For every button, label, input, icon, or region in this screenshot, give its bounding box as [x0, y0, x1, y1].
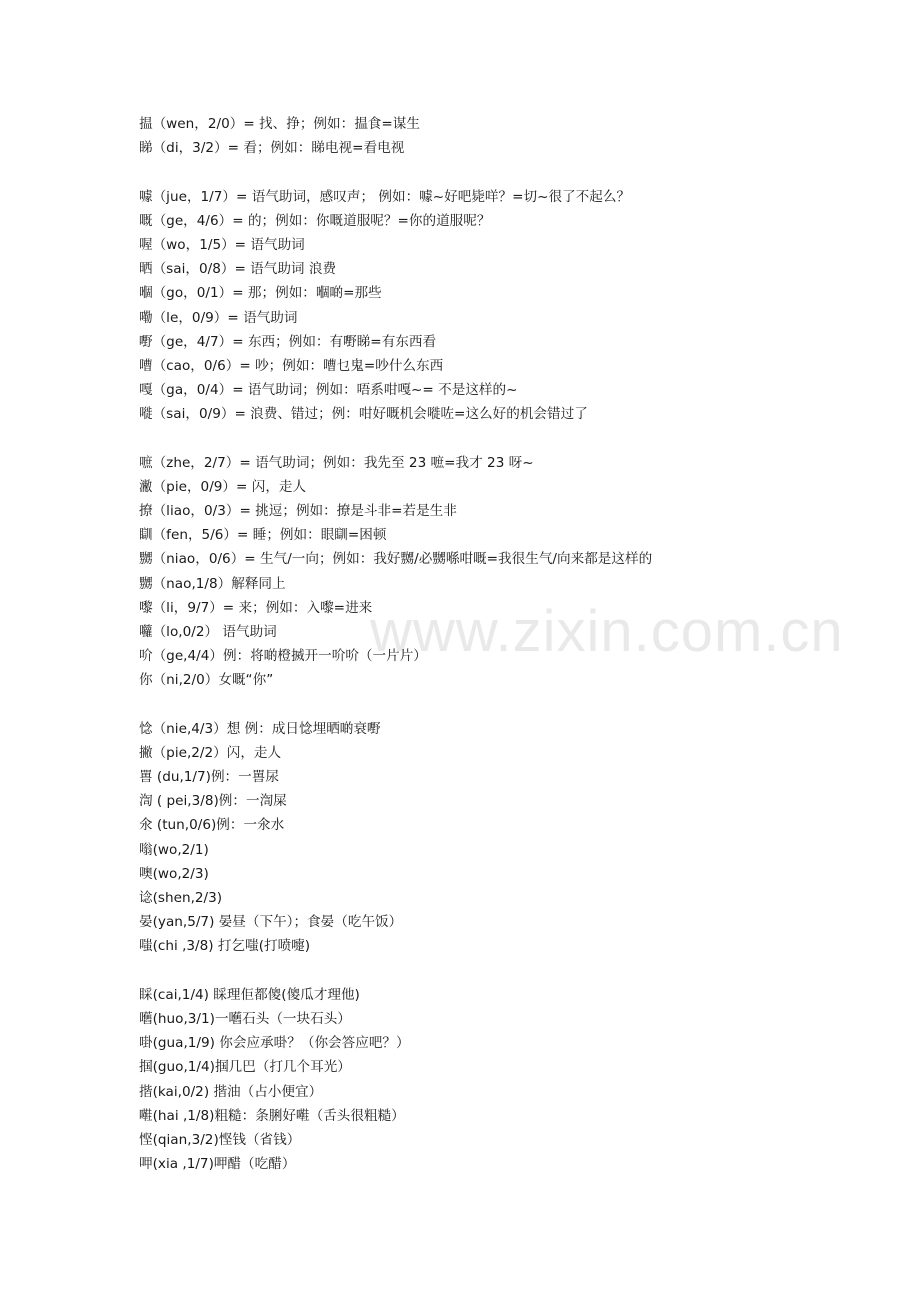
glossary-entry: 嘎（ga，0/4）= 语气助词；例如：唔系咁嘎~= 不是这样的~ [139, 382, 518, 399]
glossary-entry: 揾（wen，2/0）= 找、挣；例如：揾食=谋生 [139, 116, 420, 132]
glossary-entry: 喔（wo，1/5）= 语气助词 [139, 236, 305, 253]
glossary-entry: 吤（ge,4/4）例：将啲橙搣开一吤吤（一片片） [139, 648, 427, 665]
glossary-entry: 嬲（nao,1/8）解释同上 [139, 575, 286, 592]
glossary-entry: 氽 (tun,0/6)例：一氽水 [139, 817, 285, 834]
glossary-entry: 嘈（cao，0/6）= 吵；例如：嘈乜鬼=吵什么东西 [139, 357, 444, 374]
glossary-entry: 潎（pie，0/9）= 闪，走人 [139, 478, 307, 495]
watermark: www.zixin.com.cn [370, 599, 844, 664]
entry-group [139, 983, 879, 1177]
glossary-entry: 嗻（zhe，2/7）= 语气助词；例如：我先至 23 嗻=我才 23 呀~ [139, 454, 534, 471]
glossary-entry: 晒（sai，0/8）= 语气助词 浪费 [139, 261, 337, 278]
glossary-entry: 嗤(chi ,3/8) 打乞嗤(打喷嚏) [139, 938, 311, 955]
glossary-entry: 啩(gua,1/9) 你会应承啩？（你会答应吧？） [139, 1035, 410, 1052]
glossary-entry: 噱（jue，1/7）= 语气助词，感叹声； 例如：噱~好吧毙咩？=切~很了不起么？ [139, 188, 631, 205]
glossary-entry: 嚿(huo,3/1)一嚿石头（一块石头） [139, 1010, 351, 1027]
glossary-entry: 撩（liao，0/3）= 挑逗；例如：撩是斗非=若是生非 [139, 503, 457, 519]
glossary-entry: 掴(guo,1/4)掴几巴（打几个耳光） [139, 1059, 351, 1076]
glossary-entry: 睬(cai,1/4) 睬理佢都傻(傻瓜才理他) [139, 986, 360, 1003]
entry-group [139, 717, 879, 959]
glossary-entry: 嚟（li，9/7）= 来；例如：入嚟=进来 [139, 599, 373, 616]
glossary-entry: 嚡(hai ,1/8)粗糙：条脷好嚡（舌头很粗糙） [139, 1107, 405, 1124]
glossary-entry: 嘅（ge，4/6）= 的；例如：你嘅道服呢？=你的道服呢？ [139, 212, 491, 229]
glossary-body [139, 112, 879, 1176]
glossary-entry: 悭(qian,3/2)悭钱（省钱） [139, 1131, 301, 1148]
glossary-entry: 瞓（fen，5/6）= 睡；例如：眼瞓=困顿 [139, 527, 387, 544]
glossary-entry: 嗰（go，0/1）= 那；例如：嗰啲=那些 [139, 285, 382, 302]
glossary-entry: 嘢（ge，4/7）= 东西；例如：有嘢睇=有东西看 [139, 333, 437, 350]
glossary-entry: 呷(xia ,1/7)呷醋（吃醋） [139, 1156, 296, 1173]
glossary-entry: 睇（di，3/2）= 看；例如：睇电视=看电视 [139, 140, 405, 157]
glossary-entry: 谂(shen,2/3) [139, 890, 223, 906]
glossary-entry: 惗（nie,4/3）想 例：成日惗埋晒啲衰嘢 [139, 720, 381, 737]
glossary-entry: 撇（pie,2/2）闪，走人 [139, 744, 282, 761]
glossary-entry: 晏(yan,5/7) 晏昼（下午）；食晏（吃午饭） [139, 914, 403, 931]
glossary-entry: 渹 ( pei,3/8)例：一渹屎 [139, 793, 287, 810]
glossary-entry: 揩(kai,0/2) 揩油（占小便宜） [139, 1083, 323, 1100]
entry-group [139, 112, 879, 160]
glossary-entry: 嘼 (du,1/7)例：一嘼尿 [139, 769, 279, 786]
glossary-entry: 囖（lo,0/2） 语气助词 [139, 623, 277, 640]
entry-group [139, 185, 879, 427]
glossary-entry: 你（ni,2/0）女嘅“你” [139, 672, 274, 689]
entry-group [139, 451, 879, 693]
glossary-entry: 嬲（niao，0/6）= 生气/一向；例如：我好嬲/必嬲喺咁嘅=我很生气/向来都是这样的 [139, 551, 653, 568]
glossary-entry: 嗡(wo,2/1) [139, 841, 209, 858]
glossary-entry: 嘞（le，0/9）= 语气助词 [139, 309, 298, 326]
glossary-entry: 噢(wo,2/3) [139, 865, 209, 882]
glossary-entry: 嘥（sai，0/9）= 浪费、错过；例：咁好嘅机会嘥咗=这么好的机会错过了 [139, 406, 588, 423]
